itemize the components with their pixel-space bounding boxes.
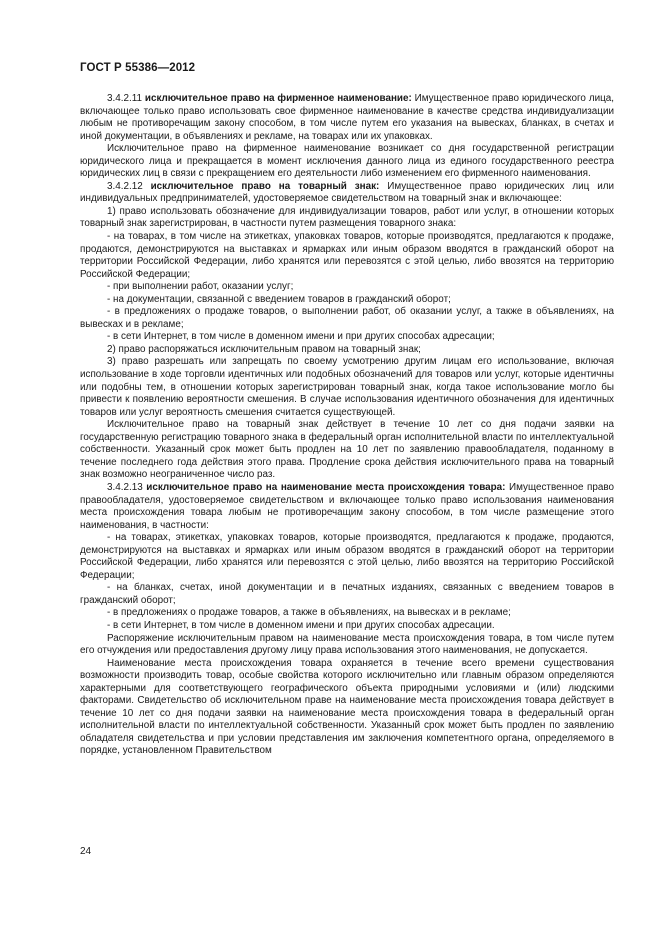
- clause-number: 3.4.2.12: [107, 180, 151, 192]
- defined-term: исключительное право на фирменное наименование:: [144, 93, 412, 104]
- text-paragraph: [80, 294, 614, 307]
- paragraph-text: - на бланках, счетах, иной документации и в печатных изданиях, связанных с введением товаров в гражданский оборот;: [80, 582, 614, 606]
- paragraph-text: Исключительное право на товарный знак действует в течение 10 лет со дня подачи заявки на государственную регистрацию товарного знака в федеральный орган исполнительной власти по интеллектуальной собственности. Указанный срок может быть продлен на 10 лет по заявлению правообладателя, поданному в течение последнего года действия этого права. Продление срока действия исключительного права на товарный знак возможно неограниченное число раз.: [80, 419, 614, 481]
- definition-paragraph: [80, 181, 614, 206]
- paragraph-text: Имущественное право юридических лиц или индивидуальных предпринимателей, удостоверяемое свидетельством на товарный знак и включающее:: [80, 180, 615, 205]
- text-paragraph: [80, 281, 614, 294]
- text-paragraph: [80, 582, 614, 607]
- paragraph-text: - в предложениях о продаже товаров, а также в объявлениях, на вывесках и в рекламе;: [107, 607, 511, 619]
- paragraph-text: 2) право распоряжаться исключительным правом на товарный знак;: [107, 343, 421, 355]
- paragraph-text: - на товарах, в том числе на этикетках, упаковках товаров, которые производятся, предлагаются к продаже, продаются, демонстрируются на выставках и ярмарках или иным образом вводятся в гражданский оборот на территории Российской Федерации, либо хранятся или перевозятся с этой целью, либо ввозятся на территорию Российской Федерации;: [80, 231, 614, 280]
- text-paragraph: [80, 231, 614, 281]
- defined-term: исключительное право на наименование места происхождения товара:: [146, 481, 506, 493]
- paragraph-text: Имущественное право правообладателя, удостоверяемое свидетельством и включающее только право использования наименования места происхождения товара любым не противоречащим закону способом, в том числе размещение этого наименования, в частности:: [80, 481, 614, 531]
- definition-paragraph: [80, 482, 614, 532]
- paragraph-text: 1) право использовать обозначение для индивидуализации товаров, работ или услуг, в отношении которых товарный знак зарегистрирован, в частности путем размещения товарного знака:: [80, 205, 614, 230]
- document-header: ГОСТ Р 55386—2012: [80, 62, 196, 74]
- paragraph-text: - в предложениях о продаже товаров, о выполнении работ, об оказании услуг, а также в объявлениях, на вывесках и в рекламе;: [80, 306, 614, 330]
- page-number: 24: [80, 846, 92, 857]
- text-paragraph: [80, 607, 614, 620]
- paragraph-text: Имущественное право юридического лица, включающее только право использовать свое фирменное наименование в качестве средства индивидуализации любым не противоречащим закону способом, в том числе путем его указания на вывесках, бланках, в счетах и иной документации, в объявлениях и рекламе, на товарах или их упаковках.: [80, 93, 614, 142]
- paragraph-text: - в сети Интернет, в том числе в доменном имени и при других способах адресации.: [107, 619, 495, 631]
- paragraph-text: - на документации, связанной с введением товаров в гражданский оборот;: [107, 293, 451, 305]
- paragraph-text: Исключительное право на фирменное наименование возникает со дня государственной регистрации юридического лица и прекращается в момент исключения данного лица из единого государственного реестра юридических лиц в связи с прекращением его деятельности либо изменением его фирменного наименования.: [80, 143, 614, 180]
- paragraph-text: Наименование места происхождения товара охраняется в течение всего времени существования возможности производить товар, особые свойства которого исключительно или главным образом определяются характерными для соответствующего географического объекта природными условиями и (или) людскими факторами. Свидетельство об исключительном праве на наименование места происхождения товара действует в течение 10 лет со дня подачи заявки на наименование места происхождения товара в федеральный орган исполнительной власти по интеллектуальной собственности. Указанный срок может быть продлен по заявлению обладателя свидетельства и при условии представления им заключения компетентного органа, определяемого в порядке, установленном Правительством: [80, 657, 614, 757]
- text-paragraph: [80, 620, 614, 633]
- clause-number: 3.4.2.13: [107, 481, 147, 493]
- text-paragraph: [80, 658, 614, 758]
- paragraph-text: 3) право разрешать или запрещать по своему усмотрению другим лицам его использование, включая использование в ходе торговли идентичных или подобных обозначений для товаров или услуг, которые идентичны или подобны тем, в отношении которых зарегистрирован товарный знак, когда такое использование могло бы привести к появлению вероятности смешения. В случае использования идентичного обозначения для идентичных товаров или услуг вероятность смешения считается существующей.: [80, 356, 614, 418]
- text-paragraph: [80, 143, 614, 181]
- paragraph-text: Распоряжение исключительным правом на наименование места происхождения товара, в том числе путем его отчуждения или предоставления другому лицу права использования этого наименования, не допускается.: [80, 632, 614, 657]
- text-paragraph: [80, 306, 614, 331]
- text-paragraph: [80, 344, 614, 357]
- definition-paragraph: [80, 93, 614, 143]
- text-paragraph: [80, 532, 614, 582]
- text-paragraph: [80, 206, 614, 231]
- text-paragraph: [80, 356, 614, 419]
- clause-number: 3.4.2.11: [107, 93, 145, 104]
- document-body: [80, 93, 614, 758]
- paragraph-text: - в сети Интернет, в том числе в доменном имени и при других способах адресации;: [107, 331, 495, 343]
- text-paragraph: [80, 331, 614, 344]
- defined-term: исключительное право на товарный знак:: [150, 180, 380, 192]
- paragraph-text: - на товарах, этикетках, упаковках товаров, которые производятся, предлагаются к продаже, продаются, демонстрируются на выставках и ярмарках или иным образом вводятся в гражданский оборот на территории Российской Федерации, либо хранятся или перевозятся с этой целью, либо ввозятся на территорию Российской Федерации;: [80, 532, 614, 581]
- paragraph-text: - при выполнении работ, оказании услуг;: [107, 281, 294, 293]
- text-paragraph: [80, 633, 614, 658]
- text-paragraph: [80, 419, 614, 482]
